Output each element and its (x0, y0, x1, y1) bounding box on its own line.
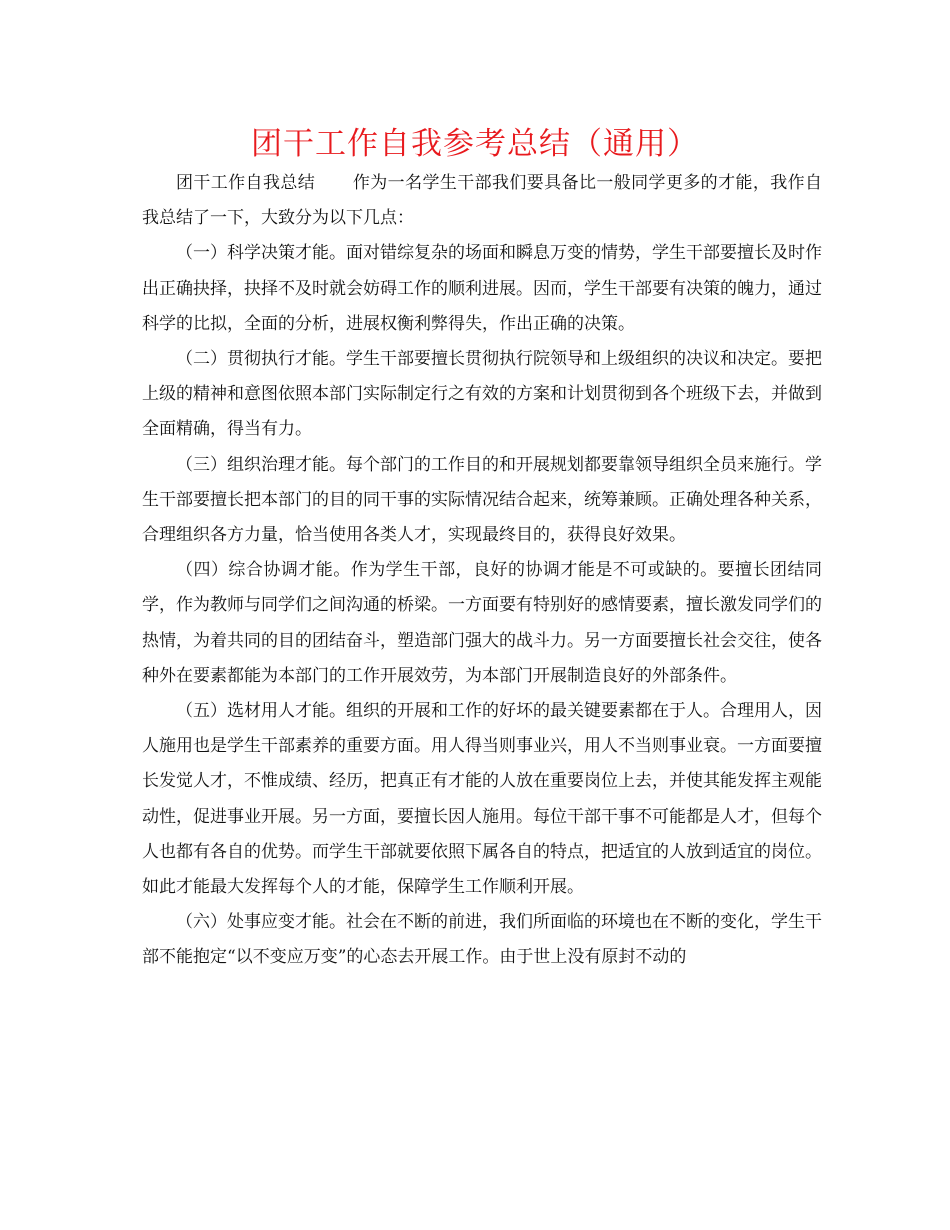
paragraph-5: （五）选材用人才能。组织的开展和工作的好坏的最关键要素都在于人。合理用人，因人施用也是学生干部素养的重要方面。用人得当则事业兴，用人不当则事业衰。一方面要擅长发觉人才，不惟成绩、经历，把真正有才能的人放在重要岗位上去，并使其能发挥主观能动性，促进事业开展。另一方面，要擅长因人施用。每位干部干事不可能都是人才，但每个人也都有各自的优势。而学生干部就要依照下属各自的特点，把适宜的人放到适宜的岗位。如此才能最大发挥每个人的才能，保障学生工作顺利开展。 (142, 701, 822, 898)
intro-paragraph (142, 166, 822, 236)
document-title: 团干工作自我参考总结（通用） (251, 126, 699, 162)
paragraph-4: （四）综合协调才能。作为学生干部，良好的协调才能是不可或缺的。要擅长团结同学，作为教师与同学们之间沟通的桥梁。一方面要有特别好的感情要素，擅长激发同学们的热情，为着共同的目的团结奋斗，塑造部门强大的战斗力。另一方面要擅长社会交往，使各种外在要素都能为本部门的工作开展效劳，为本部门开展制造良好的外部条件。 (142, 560, 822, 686)
paragraph-3: （三）组织治理才能。每个部门的工作目的和开展规划都要靠领导组织全员来施行。学生干部要擅长把本部门的目的同干事的实际情况结合起来，统筹兼顾。正确处理各种关系，合理组织各方力量，恰当使用各类人才，实现最终目的，获得良好效果。 (142, 454, 822, 546)
document-body (142, 166, 822, 976)
intro-text: 作为一名学生干部我们要具备比一般同学更多的才能，我作自我总结了一下，大致分为以下几点： (142, 173, 823, 229)
paragraph-6: （六）处事应变才能。社会在不断的前进，我们所面临的环境也在不断的变化，学生干部不能抱定“以不变应万变”的心态去开展工作。由于世上没有原封不动的 (142, 912, 822, 968)
intro-label: 团干工作自我总结 (176, 173, 316, 193)
paragraph-2: （二）贯彻执行才能。学生干部要擅长贯彻执行院领导和上级组织的决议和决定。要把上级的精神和意图依照本部门实际制定行之有效的方案和计划贯彻到各个班级下去，并做到全面精确，得当有力。 (142, 349, 822, 440)
paragraph-1: （一）科学决策才能。面对错综复杂的场面和瞬息万变的情势，学生干部要擅长及时作出正确抉择，抉择不及时就会妨碍工作的顺利进展。因而，学生干部要有决策的魄力，通过科学的比拟，全面的分析，进展权衡利弊得失，作出正确的决策。 (142, 243, 822, 334)
